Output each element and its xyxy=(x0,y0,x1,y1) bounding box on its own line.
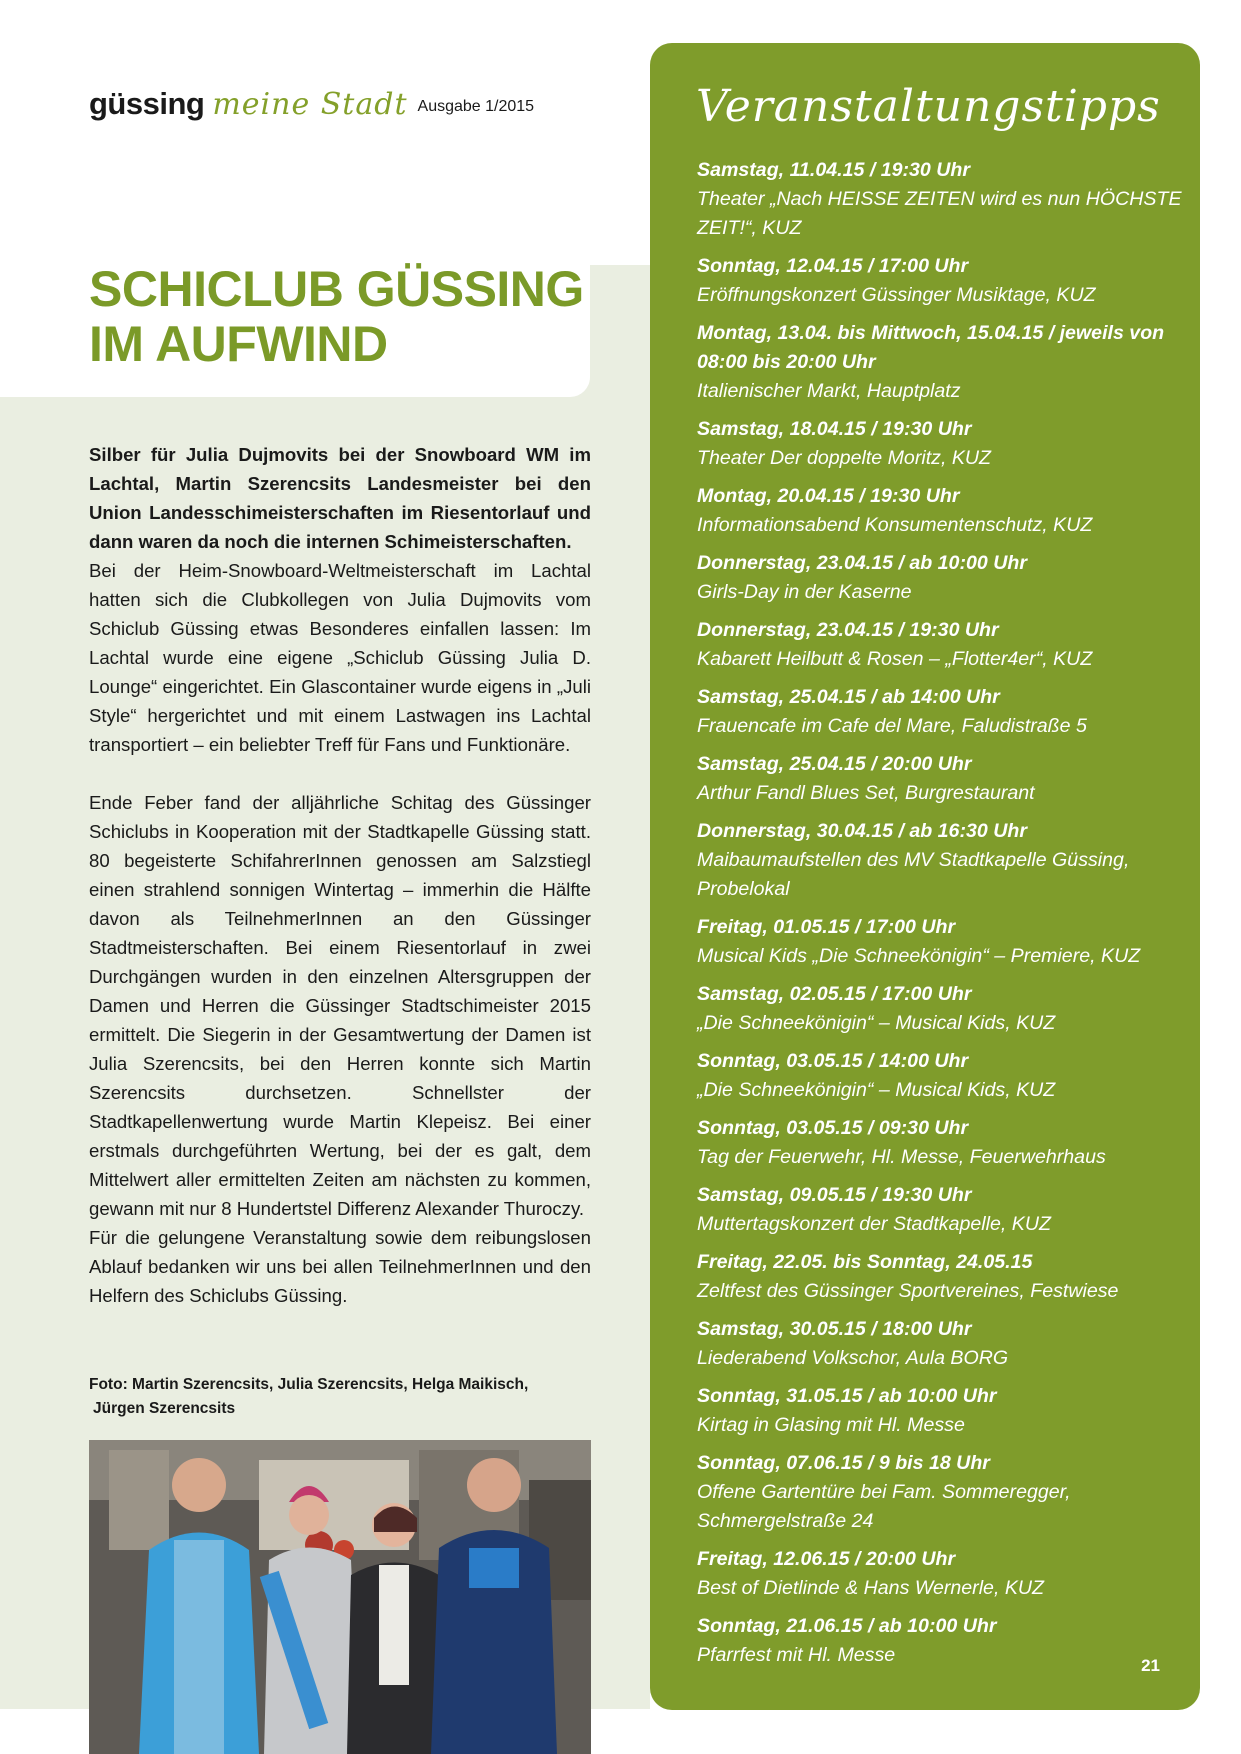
event-date: Montag, 20.04.15 / 19:30 Uhr xyxy=(697,485,960,507)
event-date: Donnerstag, 23.04.15 / ab 10:00 Uhr xyxy=(697,552,1027,574)
event-date: Samstag, 25.04.15 / 20:00 Uhr xyxy=(697,753,972,775)
page-title xyxy=(89,262,584,372)
event-date: Samstag, 02.05.15 / 17:00 Uhr xyxy=(697,983,972,1005)
page-number: 21 xyxy=(1141,1656,1160,1675)
event-description: Musical Kids „Die Schneekönigin“ – Premiere, KUZ xyxy=(697,945,1141,967)
event-date: Freitag, 22.05. bis Sonntag, 24.05.15 xyxy=(697,1251,1033,1273)
article-paragraph-3: Für die gelungene Veranstaltung sowie dem reibungslosen Ablauf bedanken wir uns bei allen TeilnehmerInnen und den Helfern des Schiclubs Güssing. xyxy=(89,1227,591,1306)
event-item xyxy=(697,1545,1187,1603)
event-item xyxy=(697,1248,1187,1306)
event-item xyxy=(697,913,1187,971)
event-description: Informationsabend Konsumentenschutz, KUZ xyxy=(697,514,1093,536)
event-item xyxy=(697,980,1187,1038)
masthead xyxy=(89,86,534,126)
event-item xyxy=(697,1181,1187,1239)
article-body xyxy=(89,440,591,1310)
event-date: Donnerstag, 30.04.15 / ab 16:30 Uhr xyxy=(697,820,1027,842)
event-description: Zeltfest des Güssinger Sportvereines, Festwiese xyxy=(697,1280,1119,1302)
event-item xyxy=(697,750,1187,808)
event-description: Arthur Fandl Blues Set, Burgrestaurant xyxy=(697,782,1035,804)
event-description: Italienischer Markt, Hauptplatz xyxy=(697,380,961,402)
event-date: Sonntag, 07.06.15 / 9 bis 18 Uhr xyxy=(697,1452,990,1474)
event-description: Kirtag in Glasing mit Hl. Messe xyxy=(697,1414,965,1436)
event-item xyxy=(697,1449,1187,1536)
event-item xyxy=(697,1382,1187,1440)
event-description: Kabarett Heilbutt & Rosen – „Flotter4er“, KUZ xyxy=(697,648,1093,670)
event-item xyxy=(697,319,1187,406)
event-item xyxy=(697,683,1187,741)
event-description: Frauencafe im Cafe del Mare, Faludistraße 5 xyxy=(697,715,1087,737)
event-date: Sonntag, 12.04.15 / 17:00 Uhr xyxy=(697,255,969,277)
team-photo-illustration xyxy=(89,1440,591,1754)
masthead-issue: Ausgabe 1/2015 xyxy=(417,98,535,115)
masthead-brand: güssing xyxy=(89,86,205,121)
event-item xyxy=(697,1114,1187,1172)
event-item xyxy=(697,1047,1187,1105)
headline-line-1: SCHICLUB GÜSSING xyxy=(89,261,584,317)
event-item xyxy=(697,817,1187,904)
event-date: Samstag, 18.04.15 / 19:30 Uhr xyxy=(697,418,972,440)
event-description: Theater Der doppelte Moritz, KUZ xyxy=(697,447,992,469)
event-item xyxy=(697,252,1187,310)
event-description: Best of Dietlinde & Hans Wernerle, KUZ xyxy=(697,1577,1045,1599)
event-description: „Die Schneekönigin“ – Musical Kids, KUZ xyxy=(697,1079,1056,1101)
event-description: Pfarrfest mit Hl. Messe xyxy=(697,1644,896,1666)
event-date: Sonntag, 03.05.15 / 14:00 Uhr xyxy=(697,1050,969,1072)
article-paragraph-1: Bei der Heim-Snowboard-Weltmeisterschaft im Lachtal hatten sich die Clubkollegen von Julia Dujmovits vom Schiclub Güssing etwas Besonderes einfallen lassen: Im Lachtal wurde eine eigene „Schiclub Güssing Julia D. Lounge“ eingerichtet. Ein Glascontainer wurde eigens in „Juli Style“ hergerichtet und mit einem Lastwagen ins Lachtal transportiert – ein beliebter Treff für Fans und Funktionäre. xyxy=(89,560,591,755)
event-item xyxy=(697,156,1187,243)
event-tips-panel xyxy=(650,43,1200,1710)
event-item xyxy=(697,616,1187,674)
event-date: Sonntag, 31.05.15 / ab 10:00 Uhr xyxy=(697,1385,997,1407)
photo-credit-line-2: Jürgen Szerencsits xyxy=(93,1400,236,1417)
event-description: Theater „Nach HEISSE ZEITEN wird es nun HÖCHSTE ZEIT!“, KUZ xyxy=(697,188,1182,239)
event-date: Freitag, 01.05.15 / 17:00 Uhr xyxy=(697,916,956,938)
event-tips-list xyxy=(697,156,1187,1679)
event-date: Montag, 13.04. bis Mittwoch, 15.04.15 / jeweils von 08:00 bis 20:00 Uhr xyxy=(697,322,1165,373)
event-date: Samstag, 09.05.15 / 19:30 Uhr xyxy=(697,1184,972,1206)
event-item xyxy=(697,549,1187,607)
event-item xyxy=(697,482,1187,540)
event-description: Muttertagskonzert der Stadtkapelle, KUZ xyxy=(697,1213,1051,1235)
event-date: Donnerstag, 23.04.15 / 19:30 Uhr xyxy=(697,619,999,641)
event-date: Sonntag, 03.05.15 / 09:30 Uhr xyxy=(697,1117,969,1139)
photo-credit-line-1: Foto: Martin Szerencsits, Julia Szerencsits, Helga Maikisch, xyxy=(89,1376,529,1393)
masthead-script: meine Stadt xyxy=(212,87,408,122)
team-photo xyxy=(89,1440,591,1754)
event-description: Maibaumaufstellen des MV Stadtkapelle Güssing, Probelokal xyxy=(697,849,1130,900)
event-description: Liederabend Volkschor, Aula BORG xyxy=(697,1347,1009,1369)
event-item xyxy=(697,1315,1187,1373)
article-lead: Silber für Julia Dujmovits bei der Snowboard WM im Lachtal, Martin Szerencsits Landesmeister bei den Union Landesschimeisterschaften im Riesentorlauf und dann waren da noch die internen Schimeisterschaften. xyxy=(89,444,591,552)
event-date: Samstag, 11.04.15 / 19:30 Uhr xyxy=(697,159,971,181)
event-description: „Die Schneekönigin“ – Musical Kids, KUZ xyxy=(697,1012,1056,1034)
event-description: Offene Gartentüre bei Fam. Sommeregger, Schmergelstraße 24 xyxy=(697,1481,1071,1532)
event-tips-title: Veranstaltungstipps xyxy=(696,81,1161,132)
event-date: Sonntag, 21.06.15 / ab 10:00 Uhr xyxy=(697,1615,997,1637)
event-description: Girls-Day in der Kaserne xyxy=(697,581,912,603)
event-item xyxy=(697,1612,1187,1670)
photo-credit xyxy=(89,1373,591,1421)
article-paragraph-2: Ende Feber fand der alljährliche Schitag des Güssinger Schiclubs in Kooperation mit der Stadtkapelle Güssing statt. 80 begeisterte SchifahrerInnen genossen am Salzstiegl einen strahlend sonnigen Wintertag – immerhin die Hälfte davon als TeilnehmerInnen an den Güssinger Stadtmeisterschaften. Bei einem Riesentorlauf in zwei Durchgängen wurden in den einzelnen Altersgruppen der Damen und Herren die Güssinger Stadtschimeister 2015 ermittelt. Die Siegerin in der Gesamtwertung der Damen ist Julia Szerencsits, bei den Herren konnte sich Martin Szerencsits durchsetzen. Schnellster der Stadtkapellenwertung wurde Martin Klepeisz. Bei einer erstmals durchgeführten Wertung, bei der es galt, dem Mittelwert aller ermittelten Zeiten am nächsten zu kommen, gewann mit nur 8 Hundertstel Differenz Alexander Thuroczy. xyxy=(89,792,591,1219)
event-description: Eröffnungskonzert Güssinger Musiktage, KUZ xyxy=(697,284,1096,306)
event-date: Samstag, 25.04.15 / ab 14:00 Uhr xyxy=(697,686,1000,708)
headline-line-2: IM AUFWIND xyxy=(89,316,388,372)
event-date: Freitag, 12.06.15 / 20:00 Uhr xyxy=(697,1548,956,1570)
event-item xyxy=(697,415,1187,473)
event-description: Tag der Feuerwehr, Hl. Messe, Feuerwehrhaus xyxy=(697,1146,1106,1168)
event-date: Samstag, 30.05.15 / 18:00 Uhr xyxy=(697,1318,972,1340)
